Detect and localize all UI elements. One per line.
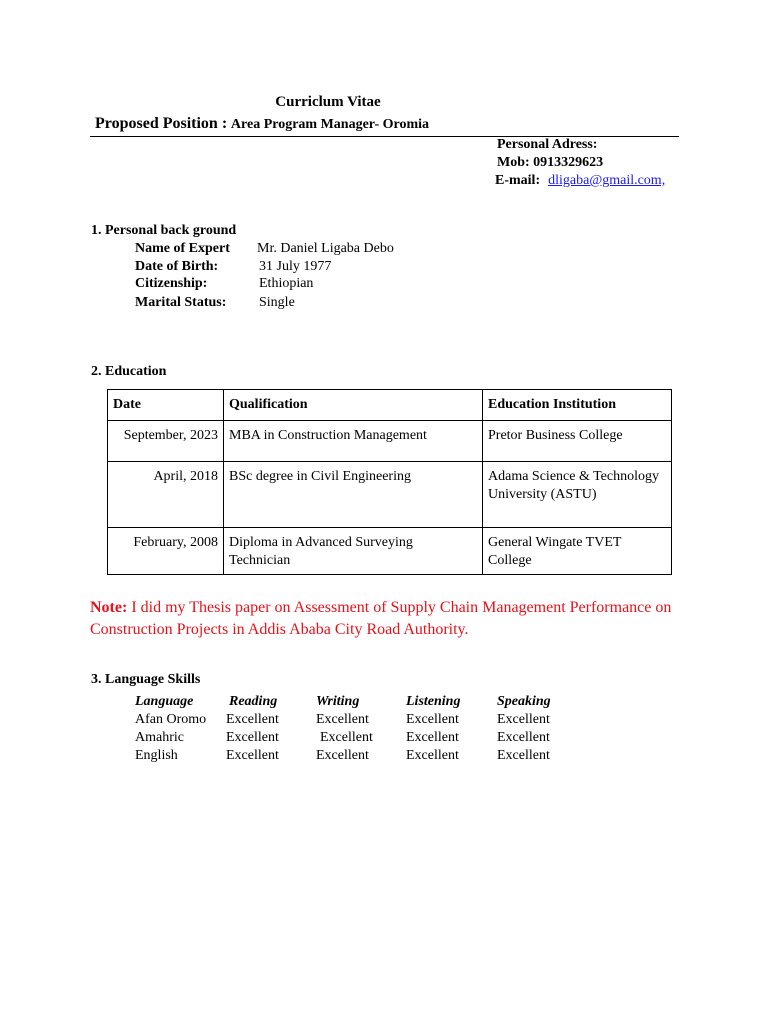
lang-speaking: Excellent [497, 712, 550, 727]
row-institution: General Wingate TVET College [483, 528, 672, 575]
document-title: Curriclum Vitae [275, 94, 381, 110]
lang-speaking: Excellent [497, 730, 550, 745]
table-row [108, 462, 672, 528]
lang-header-speaking: Speaking [497, 694, 551, 709]
marital-status-value: Single [259, 295, 295, 310]
mobile-number: Mob: 0913329623 [497, 155, 604, 170]
name-value: Mr. Daniel Ligaba Debo [257, 241, 394, 256]
lang-name: English [135, 748, 178, 763]
lang-reading: Excellent [226, 712, 279, 727]
lang-listening: Excellent [406, 712, 459, 727]
row-date: September, 2023 [108, 421, 224, 462]
dob-label: Date of Birth: [135, 259, 219, 274]
lang-header-language: Language [135, 694, 194, 709]
lang-header-writing: Writing [316, 694, 360, 709]
lang-writing: Excellent [316, 712, 369, 727]
lang-header-reading: Reading [229, 694, 278, 709]
row-qualification: BSc degree in Civil Engineering [224, 462, 483, 528]
education-table [107, 389, 672, 575]
proposed-position-label: Proposed Position : [95, 115, 228, 132]
column-header-qualification: Qualification [224, 390, 483, 421]
lang-listening: Excellent [406, 748, 459, 763]
lang-writing: Excellent [320, 730, 373, 745]
lang-header-listening: Listening [406, 694, 461, 709]
lang-speaking: Excellent [497, 748, 550, 763]
row-date: April, 2018 [108, 462, 224, 528]
column-header-date: Date [108, 390, 224, 421]
row-qualification: MBA in Construction Management [224, 421, 483, 462]
email-label: E-mail: [495, 173, 541, 188]
email-link[interactable]: dligaba@gmail.com, [548, 173, 666, 188]
row-institution: Pretor Business College [483, 421, 672, 462]
table-header-row [108, 390, 672, 421]
lang-name: Afan Oromo [135, 712, 207, 727]
lang-name: Amahric [135, 730, 184, 745]
column-header-institution: Education Institution [483, 390, 672, 421]
email-row [495, 173, 665, 189]
citizenship-value: Ethiopian [259, 276, 314, 291]
lang-listening: Excellent [406, 730, 459, 745]
proposed-position [95, 115, 429, 133]
proposed-position-value: Area Program Manager- Oromia [230, 117, 430, 132]
row-qualification: Diploma in Advanced Surveying Technician [224, 528, 483, 575]
note-label: Note: [90, 599, 128, 616]
dob-value: 31 July 1977 [259, 259, 332, 274]
section-language-heading: 3. Language Skills [91, 672, 201, 687]
lang-writing: Excellent [316, 748, 369, 763]
section-education-heading: 2. Education [91, 364, 167, 379]
lang-reading: Excellent [226, 748, 279, 763]
citizenship-label: Citizenship: [135, 276, 208, 291]
note-text: I did my Thesis paper on Assessment of Supply Chain Management Performance on Construction Projects in Addis Ababa City Road Authority. [90, 599, 672, 638]
marital-status-label: Marital Status: [135, 295, 227, 310]
table-row [108, 528, 672, 575]
name-label: Name of Expert [135, 241, 230, 256]
personal-address-label: Personal Adress: [497, 137, 598, 152]
section-personal-heading: 1. Personal back ground [91, 223, 237, 238]
lang-reading: Excellent [226, 730, 279, 745]
row-institution: Adama Science & Technology University (ASTU) [483, 462, 672, 528]
thesis-note [90, 597, 690, 641]
table-row [108, 421, 672, 462]
row-date: February, 2008 [108, 528, 224, 575]
